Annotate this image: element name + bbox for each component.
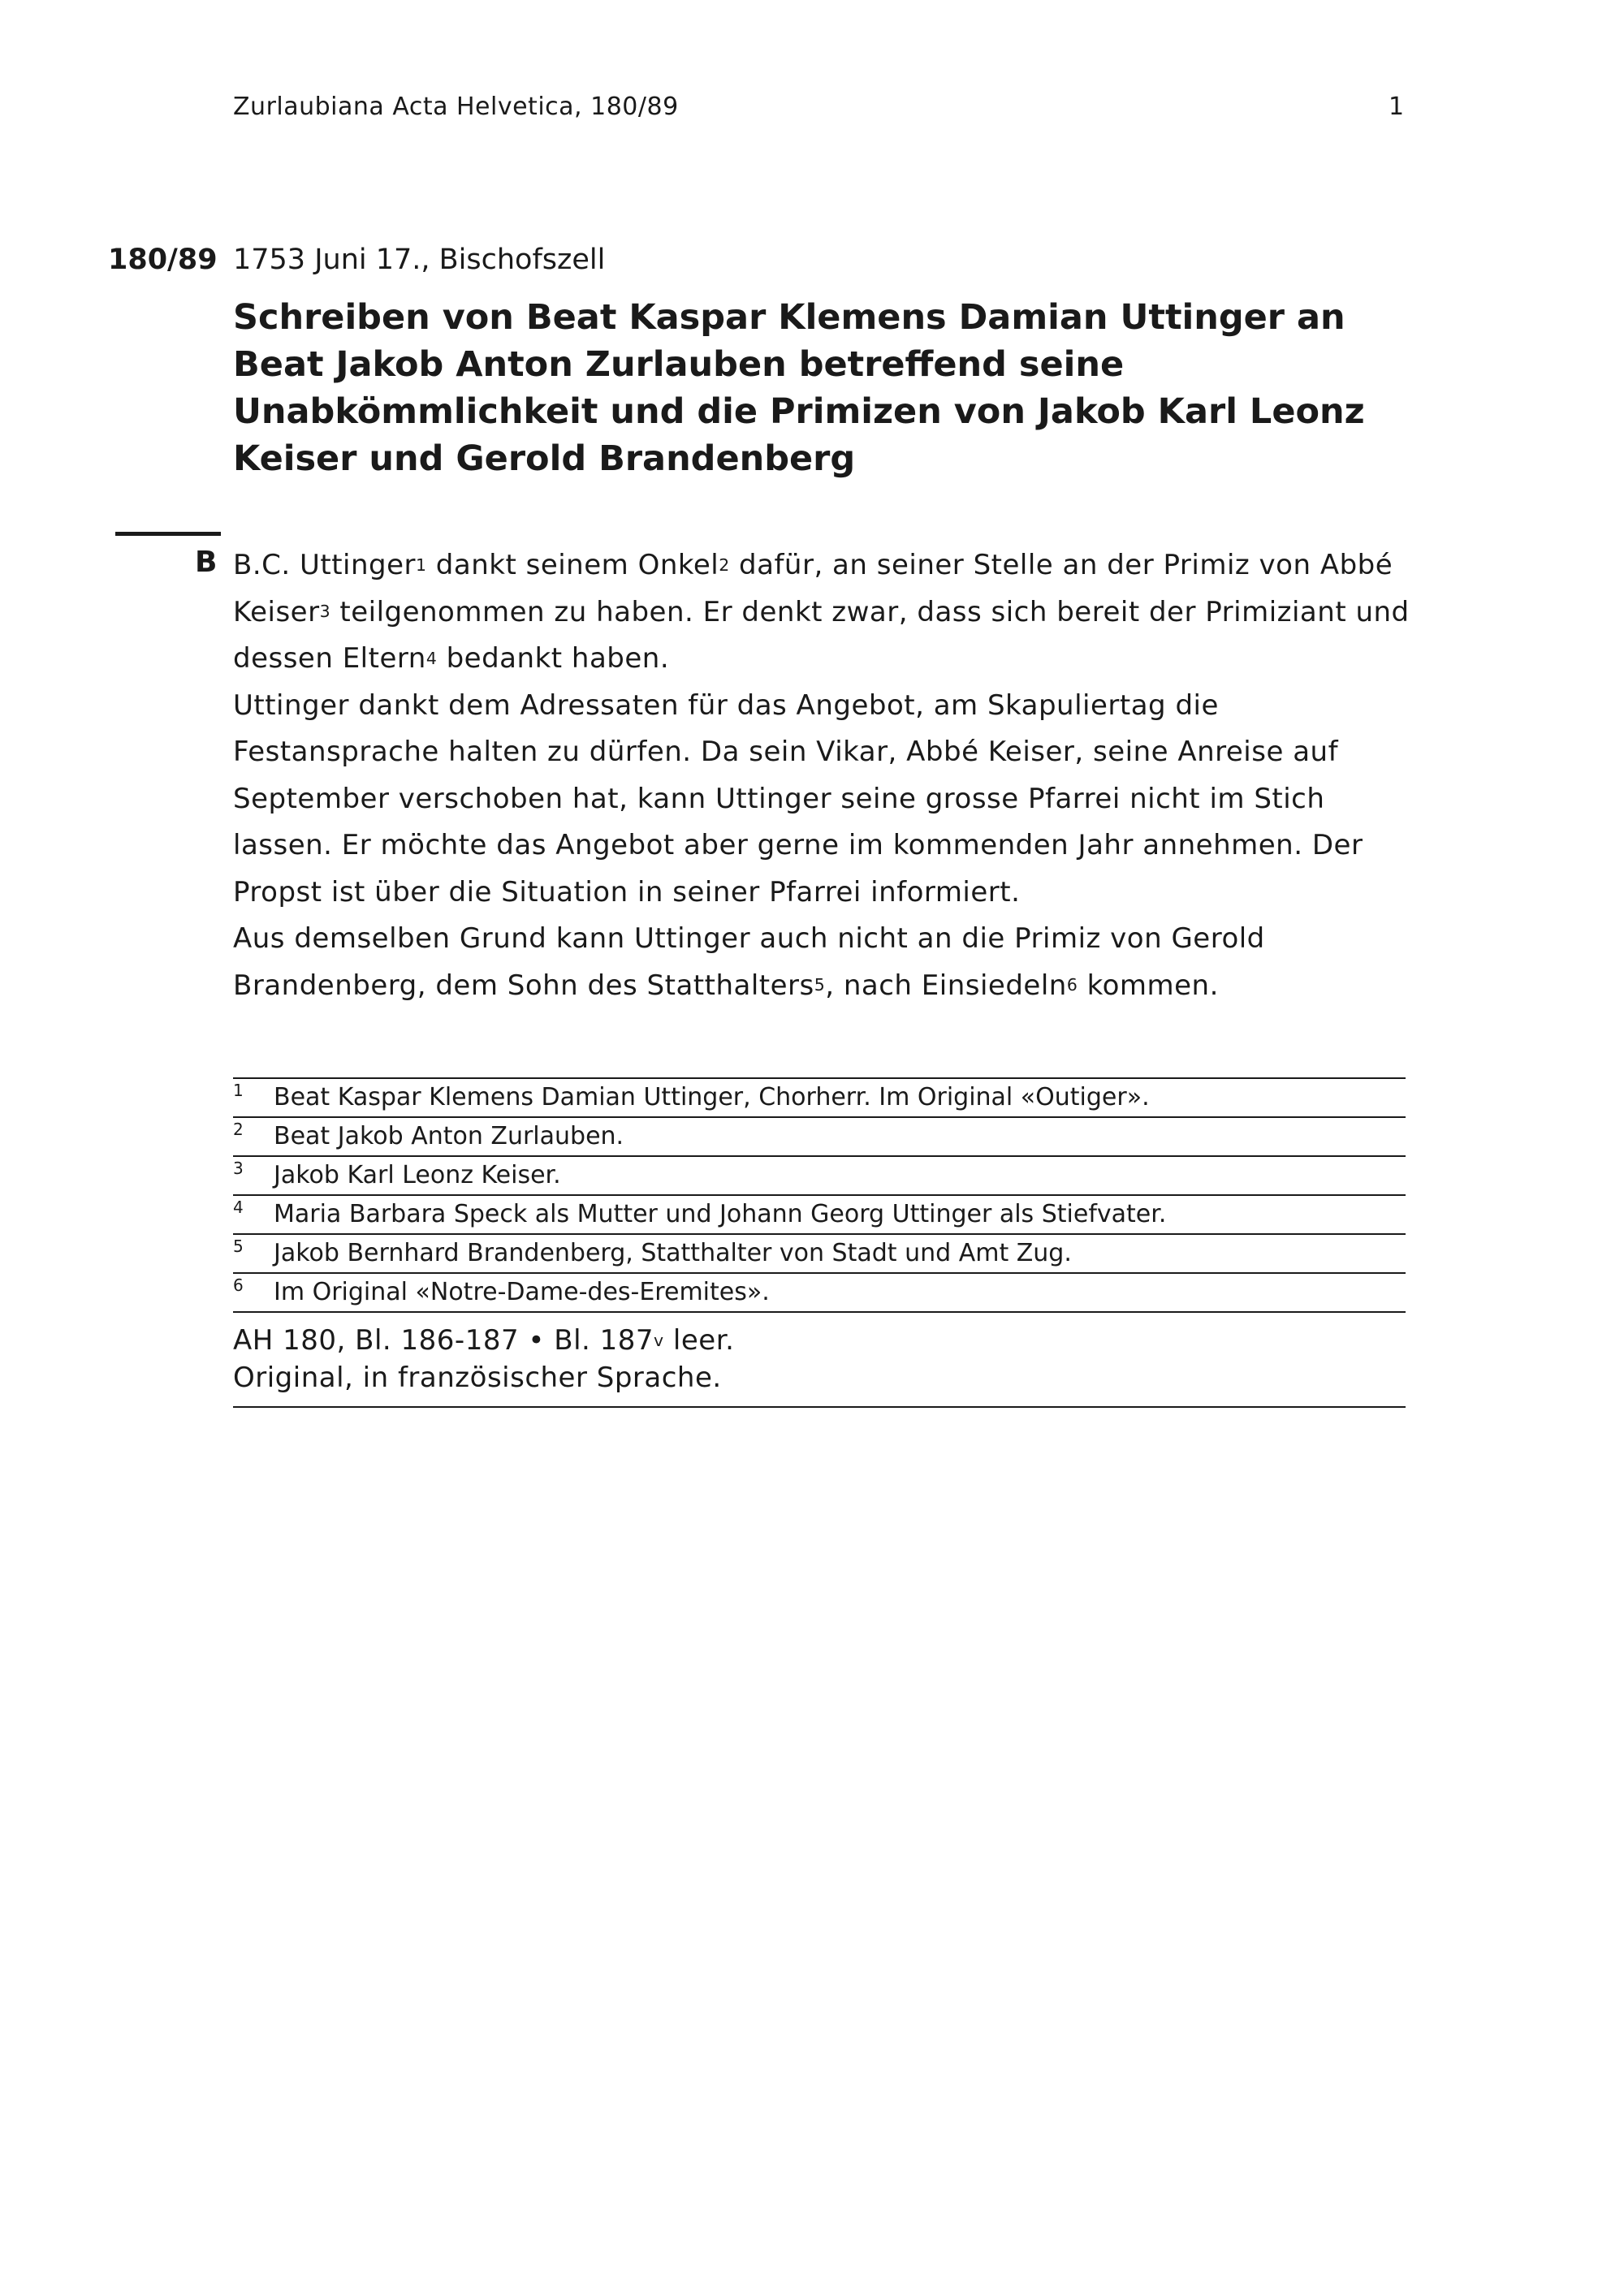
verso-mark: v <box>654 1330 664 1350</box>
footnote <box>233 1118 1406 1157</box>
footnote-number: 4 <box>233 1198 244 1217</box>
footnote-ref-1[interactable]: 1 <box>416 555 427 575</box>
source-note <box>233 1322 1406 1408</box>
footnote-ref-3[interactable]: 3 <box>319 602 331 622</box>
footnote-text: Im Original «Notre-Dame-des-Eremites». <box>274 1278 770 1306</box>
footnote-text: Maria Barbara Speck als Mutter und Johann Georg Uttinger als Stiefvater. <box>274 1200 1167 1228</box>
footnote-ref-6[interactable]: 6 <box>1066 975 1078 995</box>
footnote <box>233 1079 1406 1118</box>
document-title: Schreiben von Beat Kaspar Klemens Damian Uttinger an Beat Jakob Anton Zurlauben betreffend seine Unabkömmlichkeit und die Primizen von Jakob Karl Leonz Keiser und Gerold Brandenberg <box>233 297 1365 479</box>
footnote-text: Beat Jakob Anton Zurlauben. <box>274 1122 624 1150</box>
footnote-number: 2 <box>233 1120 244 1139</box>
source-location: AH 180, Bl. 186-187 • Bl. 187$^v$ leer. <box>233 1324 735 1357</box>
footnotes <box>233 1077 1406 1313</box>
summary-paragraph-1: B.C. Uttinger$^1$ dankt seinem Onkel$^2$ dafür, an seiner Stelle an der Primiz von Abbé Keiser$^3$ teilgenommen zu haben. Er denkt zwar, dass sich bereit der Primiziant und dessen Eltern$^4$ bedankt haben. <box>233 549 1410 675</box>
footnote-number: 6 <box>233 1275 244 1295</box>
footnote-ref-2[interactable]: 2 <box>719 555 730 575</box>
page-number: 1 <box>1389 93 1405 121</box>
section-rule <box>115 532 221 536</box>
footnote-number: 5 <box>233 1236 244 1256</box>
summary-paragraph-2: Uttinger dankt dem Adressaten für das Angebot, am Skapuliertag die Festansprache halten zu dürfen. Da sein Vikar, Abbé Keiser, seine Anreise auf September verschoben hat, kann Uttinger seine grosse Pfarrei nicht im Stich lassen. Er möchte das Angebot aber gerne im kommenden Jahr annehmen. Der Propst ist über die Situation in seiner Pfarrei informiert. <box>233 688 1363 908</box>
document-number: 180/89 <box>108 244 218 276</box>
summary-paragraph-3: Aus demselben Grund kann Uttinger auch nicht an die Primiz von Gerold Brandenberg, dem Sohn des Statthalters$^5$, nach Einsiedeln$^6$ kommen. <box>233 922 1265 1002</box>
footnote <box>233 1196 1406 1235</box>
footnote-text: Beat Kaspar Klemens Damian Uttinger, Chorherr. Im Original «Outiger». <box>274 1083 1150 1111</box>
footnote <box>233 1274 1406 1313</box>
section-mark: B <box>195 546 218 579</box>
footnote <box>233 1157 1406 1196</box>
running-head: Zurlaubiana Acta Helvetica, 180/89 <box>233 93 679 121</box>
footnote <box>233 1235 1406 1274</box>
footnote-number: 3 <box>233 1159 244 1178</box>
footnote-ref-5[interactable]: 5 <box>814 975 826 995</box>
summary <box>233 542 1419 1009</box>
footnote-number: 1 <box>233 1081 244 1100</box>
footnote-text: Jakob Karl Leonz Keiser. <box>274 1161 561 1189</box>
source-description: Original, in französischer Sprache. <box>233 1362 722 1394</box>
document-date-place: 1753 Juni 17., Bischofszell <box>233 244 606 276</box>
footnote-ref-4[interactable]: 4 <box>425 648 438 668</box>
footnote-text: Jakob Bernhard Brandenberg, Statthalter von Stadt und Amt Zug. <box>274 1239 1072 1267</box>
